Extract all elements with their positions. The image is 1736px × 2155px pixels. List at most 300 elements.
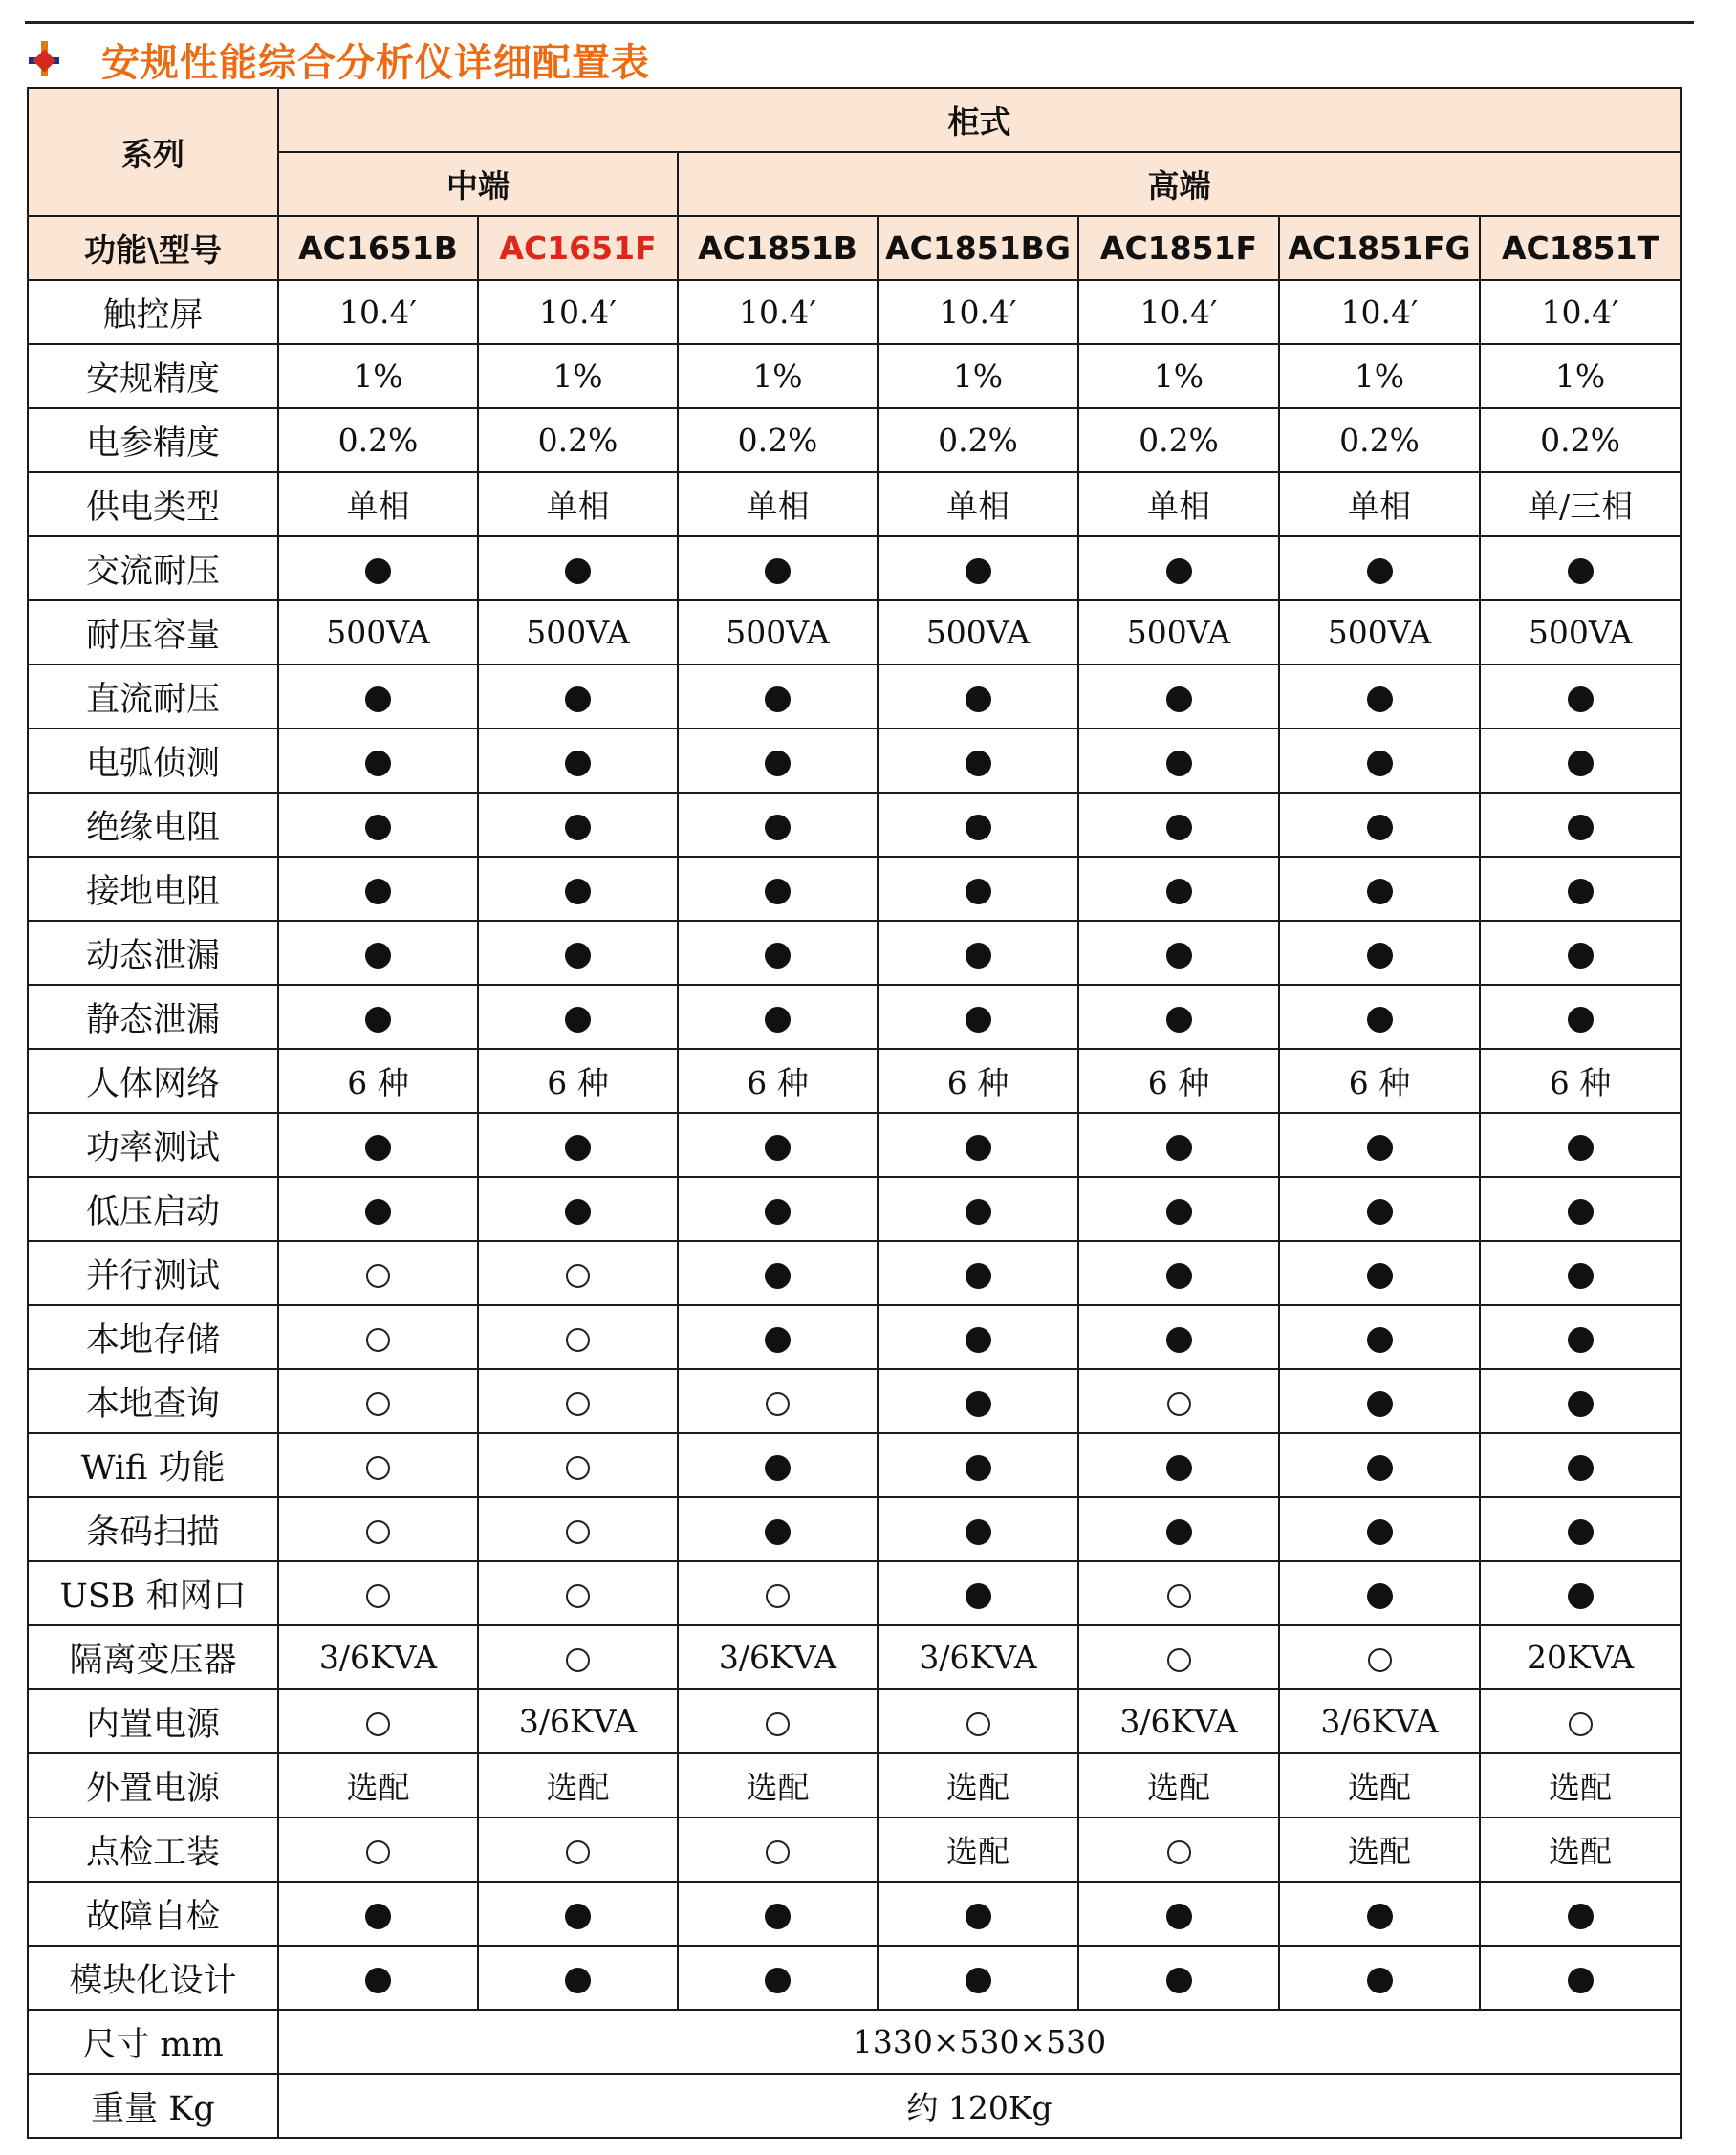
filled-dot-icon xyxy=(1166,1135,1192,1161)
row-label: 电参精度 xyxy=(28,408,278,472)
spec-cell xyxy=(878,1497,1078,1561)
spec-cell: 10.4′ xyxy=(278,280,478,344)
spec-cell xyxy=(478,1369,678,1433)
spec-cell xyxy=(1078,1305,1279,1369)
hollow-circle-icon xyxy=(566,1264,590,1288)
row-label: 本地存储 xyxy=(28,1305,278,1369)
spec-cell xyxy=(1078,857,1279,921)
hollow-circle-icon xyxy=(1167,1584,1191,1608)
hollow-circle-icon xyxy=(966,1712,990,1736)
spec-cell xyxy=(1078,1241,1279,1305)
spec-cell: 500VA xyxy=(1279,600,1480,664)
spec-cell xyxy=(1279,1433,1480,1497)
filled-dot-icon xyxy=(565,879,591,904)
spec-cell xyxy=(278,793,478,857)
hollow-circle-icon xyxy=(1167,1840,1191,1864)
hollow-circle-icon xyxy=(566,1648,590,1672)
row-label: 供电类型 xyxy=(28,472,278,536)
filled-dot-icon xyxy=(966,751,991,776)
filled-dot-icon xyxy=(966,558,991,584)
table-row xyxy=(28,536,1681,600)
table-row xyxy=(28,729,1681,793)
table-row xyxy=(28,1049,1681,1113)
spec-cell: 0.2% xyxy=(1480,408,1681,472)
model-header: AC1851F xyxy=(1078,216,1279,280)
spec-cell: 单相 xyxy=(478,472,678,536)
filled-dot-icon xyxy=(365,686,391,712)
row-label: 隔离变压器 xyxy=(28,1625,278,1689)
spec-cell xyxy=(1279,1305,1480,1369)
spec-cell: 0.2% xyxy=(878,408,1078,472)
row-label: 动态泄漏 xyxy=(28,921,278,985)
spec-cell xyxy=(478,985,678,1049)
row-label: Wifi 功能 xyxy=(28,1433,278,1497)
spec-cell xyxy=(1078,921,1279,985)
table-row xyxy=(28,280,1681,344)
table-row xyxy=(28,1753,1681,1818)
spec-cell xyxy=(1480,1689,1681,1753)
table-row xyxy=(28,921,1681,985)
filled-dot-icon xyxy=(1367,815,1393,840)
filled-dot-icon xyxy=(966,1391,991,1417)
spec-cell xyxy=(278,729,478,793)
hollow-circle-icon xyxy=(1167,1648,1191,1672)
filled-dot-icon xyxy=(565,1968,591,1993)
hollow-circle-icon xyxy=(566,1392,590,1416)
filled-dot-icon xyxy=(1166,1904,1192,1929)
filled-dot-icon xyxy=(365,943,391,969)
spec-cell xyxy=(678,1818,878,1882)
filled-dot-icon xyxy=(765,943,791,969)
spec-cell xyxy=(278,1177,478,1241)
row-label: 接地电阻 xyxy=(28,857,278,921)
filled-dot-icon xyxy=(765,1327,791,1353)
spec-cell xyxy=(478,857,678,921)
filled-dot-icon xyxy=(1568,943,1594,969)
spec-cell xyxy=(678,1946,878,2010)
row-label: 人体网络 xyxy=(28,1049,278,1113)
spec-cell: 6 种 xyxy=(1078,1049,1279,1113)
spec-cell: 选配 xyxy=(678,1753,878,1818)
spec-cell: 6 种 xyxy=(478,1049,678,1113)
spec-cell xyxy=(278,1561,478,1625)
filled-dot-icon xyxy=(365,558,391,584)
filled-dot-icon xyxy=(1568,686,1594,712)
spec-cell: 单相 xyxy=(878,472,1078,536)
filled-dot-icon xyxy=(765,1904,791,1929)
row-label: 耐压容量 xyxy=(28,600,278,664)
spec-cell: 选配 xyxy=(878,1818,1078,1882)
filled-dot-icon xyxy=(1568,1263,1594,1289)
spec-cell xyxy=(878,1946,1078,2010)
filled-dot-icon xyxy=(966,1968,991,1993)
spec-cell xyxy=(278,1818,478,1882)
spec-cell xyxy=(1078,1561,1279,1625)
spec-cell: 0.2% xyxy=(1279,408,1480,472)
filled-dot-icon xyxy=(1367,1968,1393,1993)
spec-cell: 单相 xyxy=(1279,472,1480,536)
hollow-circle-icon xyxy=(566,1840,590,1864)
spec-cell xyxy=(1078,1177,1279,1241)
spec-cell: 10.4′ xyxy=(1279,280,1480,344)
spec-cell xyxy=(878,793,1078,857)
row-label: 触控屏 xyxy=(28,280,278,344)
filled-dot-icon xyxy=(565,686,591,712)
spec-cell xyxy=(1078,729,1279,793)
spec-cell xyxy=(478,921,678,985)
spec-cell xyxy=(478,664,678,729)
spec-cell xyxy=(1279,1369,1480,1433)
row-label: USB 和网口 xyxy=(28,1561,278,1625)
hollow-circle-icon xyxy=(1368,1648,1392,1672)
spec-cell xyxy=(478,1177,678,1241)
spec-cell xyxy=(478,536,678,600)
spec-cell xyxy=(878,729,1078,793)
spec-cell xyxy=(478,1497,678,1561)
table-row xyxy=(28,344,1681,408)
spec-cell xyxy=(278,1433,478,1497)
spec-cell xyxy=(1279,536,1480,600)
filled-dot-icon xyxy=(565,1904,591,1929)
filled-dot-icon xyxy=(1166,1199,1192,1225)
spec-cell xyxy=(1078,793,1279,857)
table-row xyxy=(28,1689,1681,1753)
spec-cell: 1% xyxy=(478,344,678,408)
row-label: 条码扫描 xyxy=(28,1497,278,1561)
high-end-header: 高端 xyxy=(678,152,1681,216)
spec-cell xyxy=(1480,921,1681,985)
filled-dot-icon xyxy=(765,1199,791,1225)
spec-cell: 3/6KVA xyxy=(1279,1689,1480,1753)
filled-dot-icon xyxy=(565,943,591,969)
filled-dot-icon xyxy=(765,1455,791,1481)
spec-cell xyxy=(878,985,1078,1049)
spec-cell: 6 种 xyxy=(278,1049,478,1113)
table-row xyxy=(28,1946,1681,2010)
table-row xyxy=(28,1305,1681,1369)
spec-cell xyxy=(278,921,478,985)
spec-cell: 6 种 xyxy=(878,1049,1078,1113)
filled-dot-icon xyxy=(966,879,991,904)
spec-cell: 选配 xyxy=(1078,1753,1279,1818)
row-label: 并行测试 xyxy=(28,1241,278,1305)
hollow-circle-icon xyxy=(366,1392,390,1416)
filled-dot-icon xyxy=(1367,943,1393,969)
hollow-circle-icon xyxy=(766,1392,790,1416)
filled-dot-icon xyxy=(1166,1327,1192,1353)
top-rule xyxy=(25,21,1694,24)
spec-cell: 3/6KVA xyxy=(278,1625,478,1689)
spec-cell xyxy=(1078,1113,1279,1177)
spec-cell xyxy=(678,1369,878,1433)
table-row xyxy=(28,408,1681,472)
filled-dot-icon xyxy=(1367,1904,1393,1929)
spec-cell: 10.4′ xyxy=(878,280,1078,344)
filled-dot-icon xyxy=(1568,1327,1594,1353)
spec-cell xyxy=(1078,1882,1279,1946)
spec-cell xyxy=(1480,1369,1681,1433)
spec-cell xyxy=(478,1625,678,1689)
filled-dot-icon xyxy=(765,1007,791,1033)
table-row xyxy=(28,1497,1681,1561)
spec-cell xyxy=(878,1433,1078,1497)
spec-cell: 500VA xyxy=(278,600,478,664)
hollow-circle-icon xyxy=(766,1840,790,1864)
spec-cell xyxy=(478,793,678,857)
filled-dot-icon xyxy=(365,1007,391,1033)
config-table xyxy=(27,87,1682,2139)
spec-cell xyxy=(478,1305,678,1369)
spec-cell xyxy=(1480,536,1681,600)
spec-cell: 0.2% xyxy=(278,408,478,472)
spec-cell xyxy=(1480,729,1681,793)
table-row xyxy=(28,1625,1681,1689)
spec-cell xyxy=(1279,857,1480,921)
hollow-circle-icon xyxy=(766,1584,790,1608)
spec-cell xyxy=(1480,1946,1681,2010)
spec-cell xyxy=(1279,793,1480,857)
spec-cell: 选配 xyxy=(278,1753,478,1818)
filled-dot-icon xyxy=(1568,1455,1594,1481)
spec-cell xyxy=(878,1369,1078,1433)
filled-dot-icon xyxy=(966,1455,991,1481)
table-row xyxy=(28,2074,1681,2138)
spec-cell: 1% xyxy=(1078,344,1279,408)
spec-cell: 选配 xyxy=(1480,1753,1681,1818)
filled-dot-icon xyxy=(1166,1968,1192,1993)
filled-dot-icon xyxy=(365,1135,391,1161)
row-label: 点检工装 xyxy=(28,1818,278,1882)
row-label: 尺寸 mm xyxy=(28,2010,278,2074)
spec-cell xyxy=(1078,1625,1279,1689)
spec-cell: 单相 xyxy=(1078,472,1279,536)
spec-cell xyxy=(678,1241,878,1305)
filled-dot-icon xyxy=(1568,1391,1594,1417)
table-row xyxy=(28,600,1681,664)
filled-dot-icon xyxy=(365,1199,391,1225)
filled-dot-icon xyxy=(1367,879,1393,904)
spec-cell xyxy=(678,1177,878,1241)
spec-cell xyxy=(1480,1305,1681,1369)
model-header: AC1851FG xyxy=(1279,216,1480,280)
table-row xyxy=(28,1882,1681,1946)
filled-dot-icon xyxy=(1367,1455,1393,1481)
table-row xyxy=(28,985,1681,1049)
filled-dot-icon xyxy=(365,815,391,840)
spec-cell xyxy=(678,1882,878,1946)
model-header: AC1651B xyxy=(278,216,478,280)
spec-cell xyxy=(478,1433,678,1497)
spec-cell: 1% xyxy=(878,344,1078,408)
hollow-circle-icon xyxy=(366,1712,390,1736)
spec-cell xyxy=(678,921,878,985)
spec-cell xyxy=(478,1561,678,1625)
spec-cell: 3/6KVA xyxy=(878,1625,1078,1689)
filled-dot-icon xyxy=(565,1007,591,1033)
hollow-circle-icon xyxy=(366,1584,390,1608)
filled-dot-icon xyxy=(1568,1519,1594,1545)
model-header: AC1851B xyxy=(678,216,878,280)
spec-cell xyxy=(878,536,1078,600)
hollow-circle-icon xyxy=(566,1456,590,1480)
spec-cell xyxy=(278,985,478,1049)
filled-dot-icon xyxy=(365,1968,391,1993)
spec-cell: 0.2% xyxy=(678,408,878,472)
filled-dot-icon xyxy=(1166,1263,1192,1289)
hollow-circle-icon xyxy=(366,1328,390,1352)
filled-dot-icon xyxy=(365,1904,391,1929)
table-row xyxy=(28,1177,1681,1241)
filled-dot-icon xyxy=(765,751,791,776)
filled-dot-icon xyxy=(1568,1968,1594,1993)
filled-dot-icon xyxy=(1367,1263,1393,1289)
spec-cell xyxy=(1078,1497,1279,1561)
spec-cell xyxy=(678,1497,878,1561)
spec-cell xyxy=(878,1177,1078,1241)
spec-cell xyxy=(878,857,1078,921)
spec-cell xyxy=(1480,1113,1681,1177)
hollow-circle-icon xyxy=(366,1520,390,1544)
spec-cell: 10.4′ xyxy=(1480,280,1681,344)
title-row xyxy=(25,29,650,90)
spec-cell xyxy=(278,1305,478,1369)
filled-dot-icon xyxy=(1367,1583,1393,1609)
spec-cell: 500VA xyxy=(878,600,1078,664)
filled-dot-icon xyxy=(1367,1007,1393,1033)
filled-dot-icon xyxy=(1367,1519,1393,1545)
spec-cell: 单/三相 xyxy=(1480,472,1681,536)
filled-dot-icon xyxy=(1568,1135,1594,1161)
spec-cell: 1% xyxy=(278,344,478,408)
spec-cell xyxy=(678,536,878,600)
hollow-circle-icon xyxy=(1167,1392,1191,1416)
filled-dot-icon xyxy=(765,1135,791,1161)
table-row xyxy=(28,1369,1681,1433)
spec-cell xyxy=(678,1113,878,1177)
spec-cell xyxy=(278,857,478,921)
spec-cell: 选配 xyxy=(1279,1818,1480,1882)
spec-cell xyxy=(278,1497,478,1561)
row-label: 故障自检 xyxy=(28,1882,278,1946)
spec-cell xyxy=(1078,1818,1279,1882)
weight-value: 约 120Kg xyxy=(278,2074,1681,2138)
spec-cell xyxy=(478,1882,678,1946)
filled-dot-icon xyxy=(966,943,991,969)
spec-cell xyxy=(878,1241,1078,1305)
filled-dot-icon xyxy=(1367,1135,1393,1161)
series-header: 系列 xyxy=(28,88,278,216)
spec-cell xyxy=(1078,1433,1279,1497)
row-label: 直流耐压 xyxy=(28,664,278,729)
filled-dot-icon xyxy=(966,1199,991,1225)
spec-cell xyxy=(278,1369,478,1433)
filled-dot-icon xyxy=(565,751,591,776)
spec-cell xyxy=(878,1305,1078,1369)
table-row xyxy=(28,664,1681,729)
row-label: 电弧侦测 xyxy=(28,729,278,793)
spec-cell xyxy=(1279,1625,1480,1689)
spec-cell: 6 种 xyxy=(678,1049,878,1113)
spec-cell: 10.4′ xyxy=(478,280,678,344)
spec-cell: 3/6KVA xyxy=(678,1625,878,1689)
spec-cell xyxy=(1480,1177,1681,1241)
spec-cell xyxy=(1279,1882,1480,1946)
filled-dot-icon xyxy=(1166,815,1192,840)
spec-cell: 选配 xyxy=(1480,1818,1681,1882)
row-label: 功率测试 xyxy=(28,1113,278,1177)
filled-dot-icon xyxy=(1166,1519,1192,1545)
table-row xyxy=(28,2010,1681,2074)
spec-cell xyxy=(678,793,878,857)
spec-cell: 0.2% xyxy=(478,408,678,472)
row-label: 本地查询 xyxy=(28,1369,278,1433)
spec-cell xyxy=(678,729,878,793)
hollow-circle-icon xyxy=(366,1456,390,1480)
spec-cell xyxy=(278,1946,478,2010)
filled-dot-icon xyxy=(1367,1199,1393,1225)
table-row xyxy=(28,1241,1681,1305)
spec-cell xyxy=(1279,985,1480,1049)
spec-cell xyxy=(1078,664,1279,729)
spec-cell xyxy=(678,1689,878,1753)
spec-cell xyxy=(678,857,878,921)
spec-cell xyxy=(878,664,1078,729)
spec-cell xyxy=(878,1561,1078,1625)
model-header-row xyxy=(28,216,1681,280)
spec-cell xyxy=(1078,1369,1279,1433)
filled-dot-icon xyxy=(765,1263,791,1289)
row-label: 模块化设计 xyxy=(28,1946,278,2010)
filled-dot-icon xyxy=(966,1327,991,1353)
table-row xyxy=(28,857,1681,921)
cabinet-header: 柜式 xyxy=(278,88,1681,152)
spec-cell xyxy=(878,921,1078,985)
spec-cell: 3/6KVA xyxy=(478,1689,678,1753)
spec-cell xyxy=(1279,1497,1480,1561)
spec-cell: 6 种 xyxy=(1279,1049,1480,1113)
spec-cell: 3/6KVA xyxy=(1078,1689,1279,1753)
spec-cell xyxy=(1078,985,1279,1049)
spec-cell xyxy=(1480,1497,1681,1561)
filled-dot-icon xyxy=(1166,1007,1192,1033)
filled-dot-icon xyxy=(1568,879,1594,904)
spec-cell xyxy=(1480,1561,1681,1625)
spec-cell xyxy=(278,664,478,729)
spec-cell xyxy=(278,1689,478,1753)
filled-dot-icon xyxy=(966,1135,991,1161)
filled-dot-icon xyxy=(966,815,991,840)
filled-dot-icon xyxy=(1568,1007,1594,1033)
row-label: 静态泄漏 xyxy=(28,985,278,1049)
spec-cell: 20KVA xyxy=(1480,1625,1681,1689)
spec-cell xyxy=(278,1882,478,1946)
filled-dot-icon xyxy=(1166,1455,1192,1481)
hollow-circle-icon xyxy=(766,1712,790,1736)
spec-cell xyxy=(278,1241,478,1305)
spec-cell xyxy=(678,1561,878,1625)
filled-dot-icon xyxy=(765,686,791,712)
filled-dot-icon xyxy=(365,751,391,776)
spec-cell xyxy=(1279,921,1480,985)
model-header: AC1651F xyxy=(478,216,678,280)
spec-cell: 500VA xyxy=(1078,600,1279,664)
table-row xyxy=(28,793,1681,857)
table-row xyxy=(28,1113,1681,1177)
filled-dot-icon xyxy=(1166,751,1192,776)
row-label: 低压启动 xyxy=(28,1177,278,1241)
filled-dot-icon xyxy=(966,1519,991,1545)
filled-dot-icon xyxy=(966,1583,991,1609)
